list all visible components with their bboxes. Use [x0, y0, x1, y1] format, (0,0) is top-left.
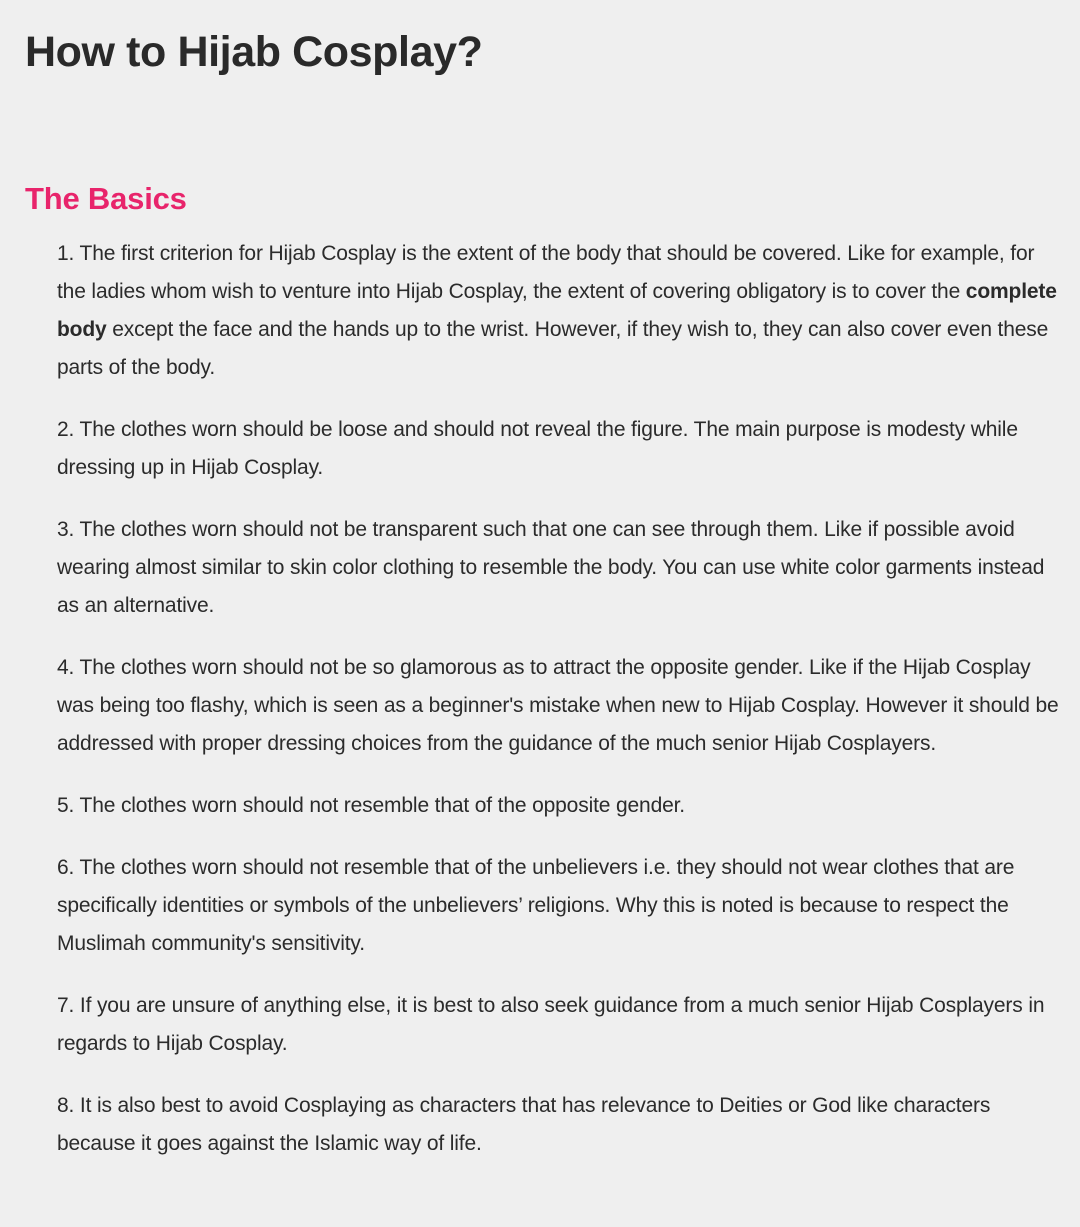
list-item: 4. The clothes worn should not be so glamorous as to attract the opposite gender. Like if the Hijab Cosplay was being too flashy, which is seen as a beginner's mistake when new to Hijab Cosplay. However it should be addressed with proper dressing choices from the guidance of the much senior Hijab Cosplayers.	[57, 656, 1059, 755]
rule-text-after: except the face and the hands up to the wrist. However, if they wish to, they can also cover even these parts of the body.	[57, 318, 1049, 379]
rule-bold-text: complete body	[57, 280, 1057, 341]
list-item: 8. It is also best to avoid Cosplaying as characters that has relevance to Deities or God like characters because it goes against the Islamic way of life.	[57, 1094, 991, 1155]
list-item: 5. The clothes worn should not resemble that of the opposite gender.	[57, 794, 685, 817]
rule-text-before: 1. The first criterion for Hijab Cosplay is the extent of the body that should be covered. Like for example, for the ladies whom wish to venture into Hijab Cosplay, the extent of covering obligatory is to cover the	[57, 242, 1035, 303]
list-item: 3. The clothes worn should not be transparent such that one can see through them. Like if possible avoid wearing almost similar to skin color clothing to resemble the body. You can use white color garments instead as an alternative.	[57, 518, 1045, 617]
list-item: 2. The clothes worn should be loose and should not reveal the figure. The main purpose is modesty while dressing up in Hijab Cosplay.	[57, 418, 1018, 479]
list-item	[57, 235, 1062, 387]
page-title: How to Hijab Cosplay?	[25, 28, 483, 76]
section-heading: The Basics	[25, 181, 187, 216]
rules-list	[25, 235, 1062, 1163]
list-item: 7. If you are unsure of anything else, it is best to also seek guidance from a much senior Hijab Cosplayers in regards to Hijab Cosplay.	[57, 994, 1045, 1055]
list-item: 6. The clothes worn should not resemble that of the unbelievers i.e. they should not wear clothes that are specifically identities or symbols of the unbelievers’ religions. Why this is noted is because to respect the Muslimah community's sensitivity.	[57, 856, 1015, 955]
